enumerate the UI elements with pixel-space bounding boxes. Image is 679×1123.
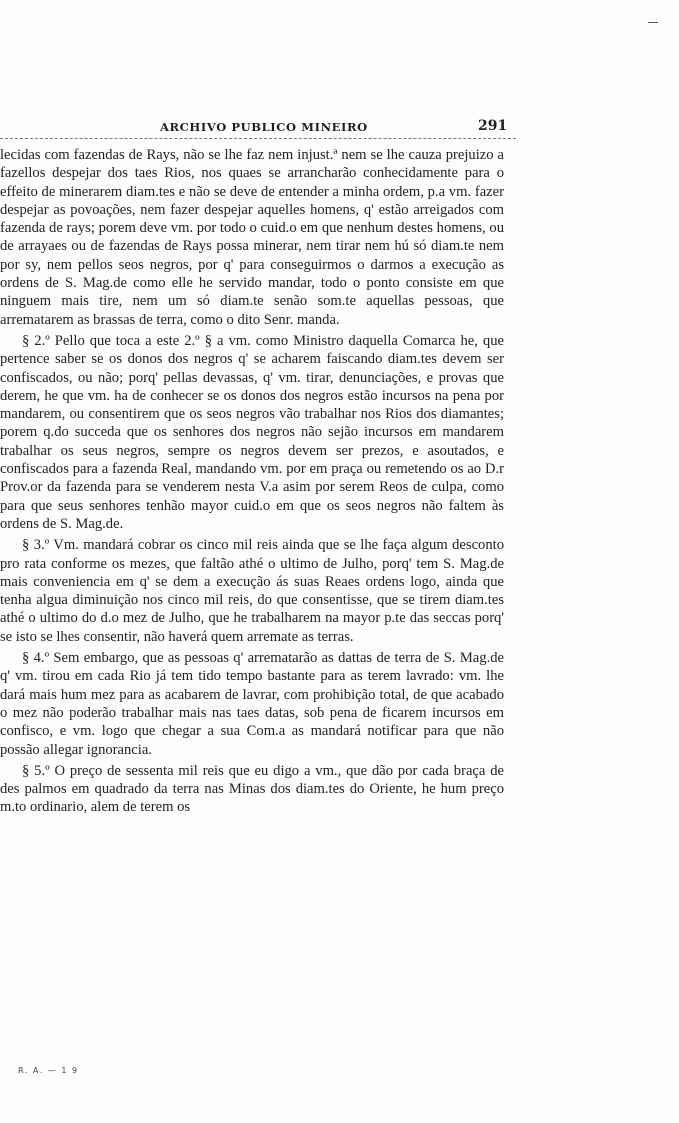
paragraph-continuation: lecidas com fazendas de Rays, não se lhe faz nem injust.ª nem se lhe cauza prejuizo a fazellos despejar dos taes Rios, nos quaes se arrancharão conhecidamente para o effeito de minerarem diam.tes e não se deve de entender a minha ordem, p.a vm. fazer despejar as povoações, nem fazer despejar aquelles homens, q' estão arreigados com fazenda de rays; porem deve vm. por todo o cuid.o em que nenhum destes homens, ou de arrayaes ou de fazendas de Rays possa minerar, nem tirar nem hú só diam.te nem por sy, nem pellos seos negros, por q' para conseguirmos o darmos a execução as ordens de S. Mag.de como elle he servido mandar, todo o ponto consiste em que ninguem mais tire, nem um só diam.te senão som.te aquellas pessoas, que arrematarem as brassas de terra, como o dito Senr. manda. [0,147,504,328]
body-text [0,146,504,820]
paragraph-section-4: § 4.º Sem embargo, que as pessoas q' arrematarão as dattas de terra de S. Mag.de q' vm. tirou em cada Rio já tem tido tempo bastante para as terem lavrado: vm. lhe dará mais hum mez para as acabarem de lavrar, com prohibição total, de que acabado o mez não poderão trabalhar mais nas taes datas, sob pena de ficarem incursos em confisco, e vm. logo que chegar a sua Com.a as mandará notificar para que não possão allegar ignorancia. [0,650,504,758]
scan-corner-mark [648,22,658,23]
page-header [0,118,516,139]
printer-signature-mark: R. A. — 1 9 [18,1066,79,1075]
paragraph-section-2: § 2.º Pello que toca a este 2.º § a vm. como Ministro daquella Comarca he, que pertence saber se os donos dos negros q' se acharem faiscando diam.tes devem ser confiscados, ou não; porq' pellas devassas, q' vm. tirar, denunciações, e provas que derem, he que vm. ha de conhecer se os donos dos negros estão incursos na pena por mandarem, ou consentirem que os seos negros vão trabalhar nos Rios dos diamantes; porem q.do succeda que os senhores dos negros não sejão incursos em mandarem trabalhar os seus negros, sempre os negros devem ser prezos, e asoutados, e confiscados para a fazenda Real, mandando vm. por em praça ou remetendo os ao D.r Prov.or da fazenda para se venderem nesta V.a asim por serem Reos de culpa, como para que seus senhores tenhão mayor cuid.o em que os seos negros não faltem às ordens de S. Mag.de. [0,332,504,532]
paragraph-section-5: § 5.º O preço de sessenta mil reis que eu digo a vm., que dão por cada braça de des palmos em quadrado da terra nas Minas dos diam.tes do Oriente, he hum preço m.to ordinario, alem de terem os [0,762,504,816]
page-number: 291 [478,118,508,134]
running-head: ARCHIVO PUBLICO MINEIRO [160,120,368,134]
paragraph-section-3: § 3.º Vm. mandará cobrar os cinco mil reis ainda que se lhe faça algum desconto pro rata conforme os mezes, que faltão athé o ultimo de Julho, porq' tem S. Mag.de mais conveniencia em q' se dem a execução ás suas Reaes ordens logo, ainda que tenha algua diminuição nos cinco mil reis, do que consentisse, que se tirem diam.tes athé o ultimo do d.o mez de Julho, que he trabalharem na mayor p.te das seccas porq' se isto se lhes consentir, não haverá quem arremate as terras. [0,537,504,645]
